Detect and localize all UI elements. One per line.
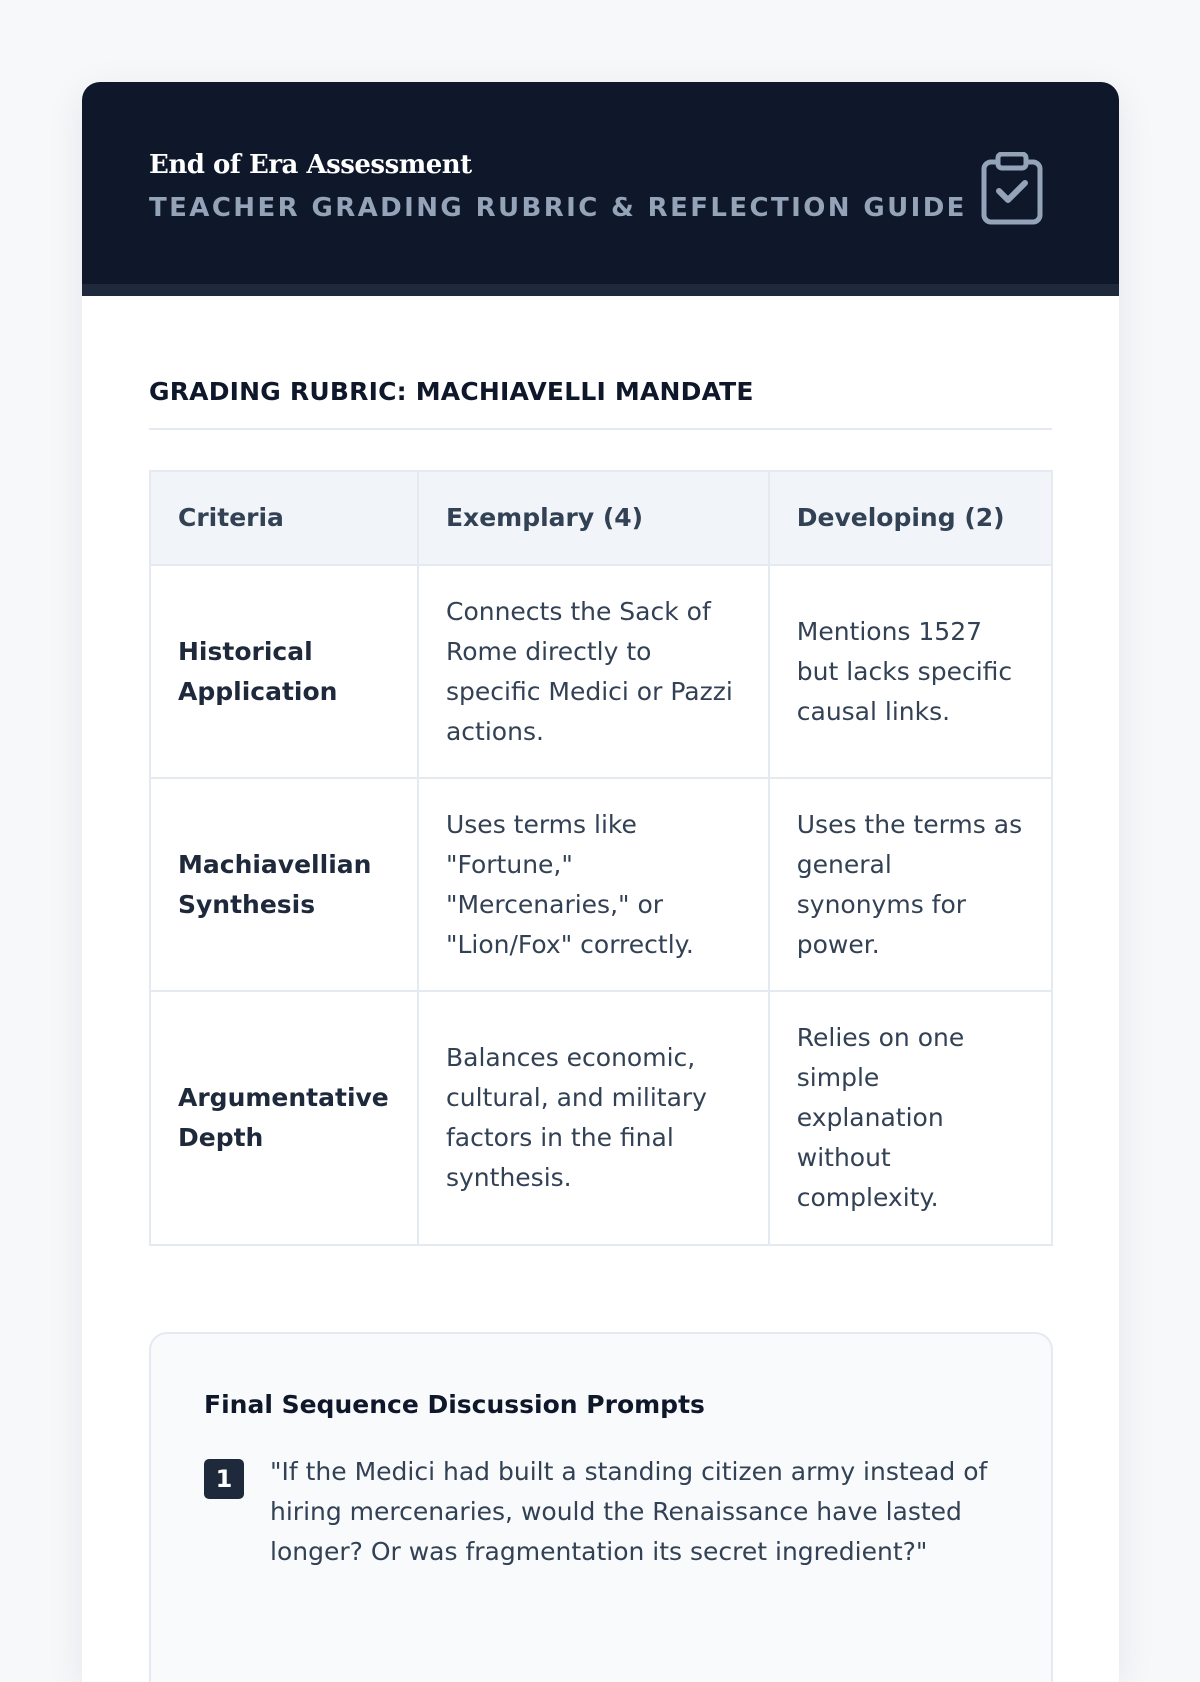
prompt-number-badge: 1: [204, 1459, 244, 1499]
exemplary-cell: Connects the Sack of Rome directly to specific Medici or Pazzi actions.: [418, 565, 769, 778]
column-header-exemplary: Exemplary (4): [418, 471, 769, 565]
prompts-title: Final Sequence Discussion Prompts: [204, 1390, 705, 1419]
table-row: [150, 991, 1052, 1245]
table-header-row: [150, 471, 1052, 565]
rubric-heading: GRADING RUBRIC: MACHIAVELLI MANDATE: [149, 377, 754, 406]
discussion-prompts-panel: [149, 1332, 1053, 1682]
page-title: End of Era Assessment: [149, 150, 472, 180]
prompt-text: "If the Medici had built a standing citizen army instead of hiring mercenaries, would the Renaissance have lasted longer? Or was fragmentation its secret ingredient?": [270, 1457, 988, 1566]
column-header-criteria: Criteria: [150, 471, 418, 565]
exemplary-cell: Uses terms like "Fortune," "Mercenaries," or "Lion/Fox" correctly.: [418, 778, 769, 991]
clipboard-check-icon: [980, 152, 1044, 226]
page-subtitle: TEACHER GRADING RUBRIC & REFLECTION GUIDE: [149, 193, 967, 223]
card-header: [82, 82, 1119, 296]
section-divider: [149, 428, 1052, 430]
assessment-card: [82, 82, 1119, 1682]
table-row: [150, 778, 1052, 991]
rubric-table: [149, 470, 1053, 1246]
criteria-cell: Machiavellian Synthesis: [150, 778, 418, 991]
developing-cell: Uses the terms as general synonyms for power.: [769, 778, 1052, 991]
table-row: [150, 565, 1052, 778]
developing-cell: Mentions 1527 but lacks specific causal links.: [769, 565, 1052, 778]
developing-cell: Relies on one simple explanation without complexity.: [769, 991, 1052, 1245]
exemplary-cell: Balances economic, cultural, and military factors in the final synthesis.: [418, 991, 769, 1245]
criteria-cell: Argumentative Depth: [150, 991, 418, 1245]
criteria-cell: Historical Application: [150, 565, 418, 778]
column-header-developing: Developing (2): [769, 471, 1052, 565]
